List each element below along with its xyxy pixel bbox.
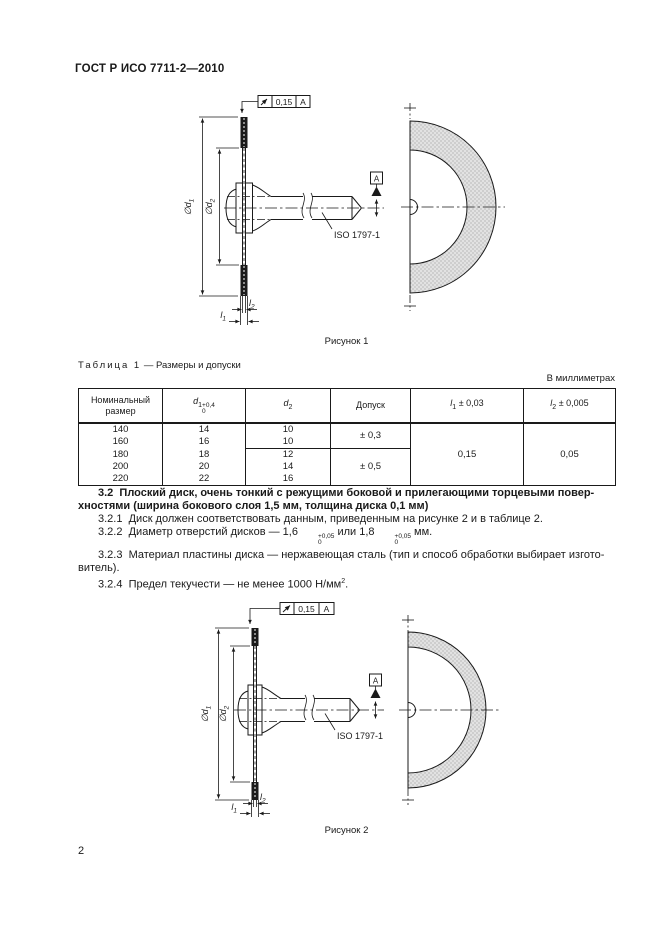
dim-l2-label: $l_2$ — [260, 792, 266, 805]
dim-l2-label: $l_2$ — [249, 298, 255, 311]
figure2-caption: Рисунок 2 — [324, 825, 369, 836]
shaft-standard-label: ISO 1797-1 — [334, 230, 381, 240]
hub-fillet — [253, 185, 272, 197]
runout-arrow-icon — [261, 99, 267, 105]
shaft-standard-ref — [325, 714, 383, 742]
clause-3-2-3: 3.2.3 Материал пластины диска — нержавеющая сталь (тип и способ обработки выбирает изгото- витель). — [78, 549, 605, 574]
tolerance-frame — [242, 96, 310, 114]
col-header-l2: $l_2 \pm 0,005$ — [524, 389, 616, 424]
shaft-side-view — [224, 193, 384, 220]
table-units-note: В миллиметрах — [546, 373, 615, 384]
table-row: 160 16 10 — [79, 436, 616, 449]
hub-fillet — [262, 722, 281, 734]
dim-d2 — [218, 646, 250, 782]
dim-d2 — [204, 148, 239, 265]
clause-3-2-4: 3.2.4 Предел текучести — не менее 1000 $Н/мм^2$. — [98, 578, 349, 591]
tolerance-datum-ref: A — [300, 96, 306, 107]
tolerance-group-2: ± 0,5 — [331, 449, 411, 486]
tolerance-group-1: ± 0,3 — [331, 423, 411, 449]
dim-l1 — [220, 296, 259, 325]
tolerance-value: 0,15 — [275, 96, 293, 107]
dim-d1-label: $\emptyset d_1$ — [183, 198, 196, 216]
l2-value: 0,05 — [524, 423, 616, 486]
shaft-standard-ref — [322, 213, 380, 241]
disk-side-view — [238, 628, 281, 800]
shaft-break-line — [310, 193, 312, 218]
datum-label: A — [373, 174, 380, 184]
dim-l1-label: $l_1$ — [231, 802, 237, 815]
datum-label: A — [372, 676, 379, 686]
shaft-break-line — [312, 695, 314, 720]
figure1-drawing — [130, 88, 520, 350]
table-row: 140 14 10 ± 0,3 0,15 0,05 — [79, 423, 616, 436]
l1-value: 0,15 — [411, 423, 524, 486]
dim-d2-label: $\emptyset d_2$ — [204, 198, 217, 216]
datum-flag — [371, 172, 383, 217]
section-heading: 3.2 Плоский диск, очень тонкий с режущими боковой и прилегающими торцевыми повер- хностями (ширина бокового слоя 1,5 мм, толщина диска 0,1 мм) — [78, 487, 595, 512]
page-number: 2 — [78, 845, 85, 857]
disk-front-view — [401, 103, 505, 311]
dim-l2 — [232, 296, 257, 313]
standard-designation: ГОСТ Р ИСО 7711-2—2010 — [75, 63, 225, 75]
section-3-2 — [78, 487, 618, 592]
hub-fillet — [262, 687, 281, 699]
dim-d2-label: $\emptyset d_2$ — [218, 705, 231, 723]
col-header-d1: $d_1$ +0,4 0 — [163, 389, 246, 424]
dimensions-table — [78, 388, 616, 486]
disk-front-view — [399, 615, 499, 805]
datum-triangle-icon — [371, 689, 381, 699]
shaft-standard-label: ISO 1797-1 — [337, 731, 384, 741]
tolerance-datum-ref: A — [323, 603, 330, 614]
col-header-d2: $d_2$ — [246, 389, 331, 424]
datum-triangle-icon — [372, 187, 382, 197]
figure2-drawing — [130, 598, 520, 830]
tolerance-frame — [250, 603, 334, 625]
clause-3-2-1: 3.2.1 Диск должен соответствовать данным, приведенным на рисунке 2 и в таблице 2. — [98, 513, 543, 525]
table-header-row — [79, 389, 616, 424]
table-row: 180 18 12 ± 0,5 — [79, 449, 616, 462]
clause-3-2-2: 3.2.2 Диаметр отверстий дисков — 1,6 +0,05 0 или 1,8 +0,05 0 мм. — [98, 526, 433, 546]
figure1-caption: Рисунок 1 — [324, 336, 369, 347]
dim-d1-label: $\emptyset d_1$ — [200, 705, 213, 723]
table-title: Таблица 1 — Размеры и допуски — [78, 360, 241, 371]
table-row: 200 20 14 — [79, 461, 616, 473]
tolerance-value: 0,15 — [298, 603, 315, 614]
table-row: 220 22 16 — [79, 473, 616, 486]
runout-arrow-icon — [283, 606, 290, 613]
disk-side-view — [226, 117, 271, 296]
col-header-l1: $l_1 \pm 0,03$ — [411, 389, 524, 424]
datum-flag — [370, 674, 382, 719]
col-header-nominal: Номинальный размер — [79, 389, 163, 424]
dim-l1-label: $l_1$ — [220, 310, 226, 323]
hub-fillet — [253, 220, 272, 232]
col-header-tolerance: Допуск — [331, 389, 411, 424]
